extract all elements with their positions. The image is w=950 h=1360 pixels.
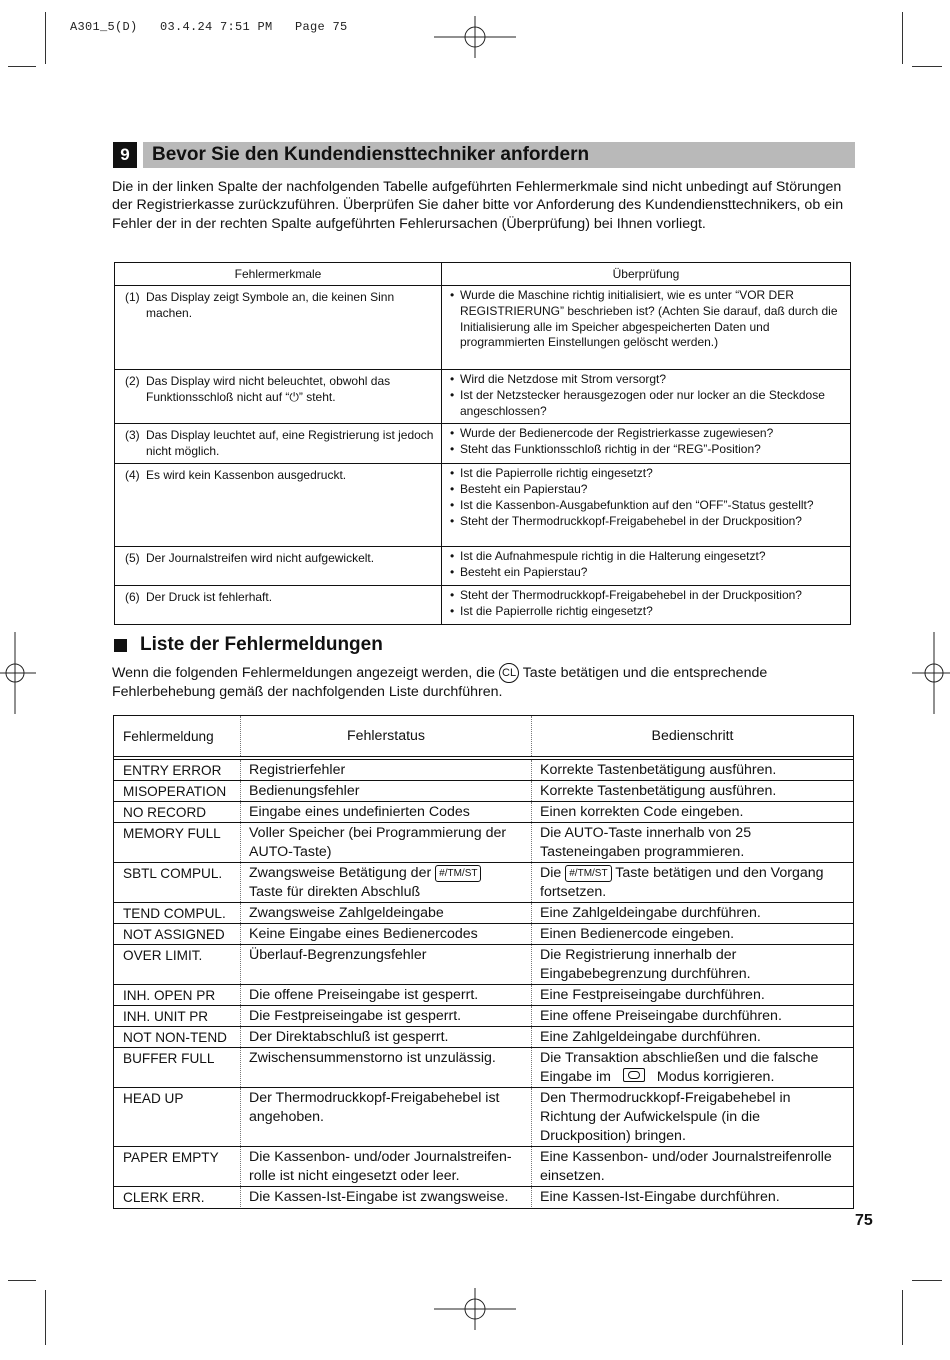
errors-paragraph: Wenn die folgenden Fehlermeldungen angezeigt werden, die CL Taste betätigen und die entsprechende Fehlerbehebung gemäß der nachfolgenden Liste durchführen. <box>112 664 768 701</box>
header-operation-step: Bedienschritt <box>532 716 854 758</box>
error-status: Der Thermodruckkopf-Freigabehebel ist angehoben. <box>241 1088 532 1147</box>
table-row <box>114 903 853 924</box>
subtotal-key-icon: #/TM/ST <box>565 865 611 882</box>
registration-mark-top <box>434 16 516 58</box>
symptom-number: (5) <box>125 551 140 566</box>
error-code: NOT NON-TEND <box>123 1030 227 1045</box>
action-text-pre: Die <box>540 865 562 881</box>
error-status: Die Kassen-Ist-Eingabe ist zwangsweise. <box>241 1187 532 1208</box>
check-item: • Ist die Papierrolle richtig eingesetzt? <box>450 466 653 481</box>
symptom-text: Der Journalstreifen wird nicht aufgewickelt. <box>146 551 375 566</box>
table-row <box>114 1187 853 1208</box>
section-number: 9 <box>113 142 137 168</box>
bullet-icon: • <box>450 372 455 386</box>
error-status: Keine Eingabe eines Bedienercodes <box>241 924 532 945</box>
header-error-status: Fehlerstatus <box>241 716 532 758</box>
status-text-pre: Zwangsweise Betätigung der <box>249 865 432 881</box>
check-item: • Besteht ein Papierstau? <box>450 565 588 580</box>
check-item: • Besteht ein Papierstau? <box>450 482 588 497</box>
void-mode-icon <box>623 1068 645 1082</box>
table-row <box>115 370 851 424</box>
symptom-text: Das Display zeigt Symbole an, die keinen Sinn machen. <box>146 290 395 320</box>
error-status: Zwangsweise Zahlgeldeingabe <box>241 903 532 924</box>
error-code: BUFFER FULL <box>123 1051 215 1066</box>
table-row <box>114 781 853 802</box>
check-item: • Wurde der Bedienercode der Registrierkasse zugewiesen? <box>450 426 774 441</box>
error-action: Korrekte Tastenbetätigung ausführen. <box>532 758 854 781</box>
troubleshooting-table <box>114 262 851 625</box>
error-action: Die Registrierung innerhalb der Eingabebegrenzung durchführen. <box>532 945 854 985</box>
check-item: • Steht der Thermodruckkopf-Freigabehebel in der Druckposition? <box>450 513 802 528</box>
table-row <box>115 585 851 624</box>
error-status: Überlauf-Begrenzungsfehler <box>241 945 532 985</box>
table-row <box>115 464 851 547</box>
error-code: MEMORY FULL <box>123 826 221 841</box>
header-error-message: Fehlermeldung <box>123 728 214 744</box>
error-status: Die Festpreiseingabe ist gesperrt. <box>241 1006 532 1027</box>
check-item: • Steht der Thermodruckkopf-Freigabehebel in der Druckposition? <box>450 587 802 602</box>
table-row <box>115 424 851 464</box>
error-action: Eine Kassen-Ist-Eingabe durchführen. <box>532 1187 854 1208</box>
symptom-number: (2) <box>125 374 140 388</box>
error-action: Eine Zahlgeldeingabe durchführen. <box>532 1027 854 1048</box>
error-status: Eingabe eines undefinierten Codes <box>241 802 532 823</box>
check-item: • Steht das Funktionsschloß richtig in der “REG”-Position? <box>450 442 761 457</box>
table-row <box>115 286 851 370</box>
error-code: INH. OPEN PR <box>123 988 216 1003</box>
table-row <box>114 1048 853 1088</box>
table-row <box>114 1147 853 1187</box>
error-action: Eine Festpreiseingabe durchführen. <box>532 985 854 1006</box>
error-status: Die offene Preiseingabe ist gesperrt. <box>241 985 532 1006</box>
action-text-pre: Die Transaktion abschließen und die falsche Eingabe im <box>540 1050 819 1085</box>
action-text-post: Modus korrigieren. <box>656 1069 775 1085</box>
error-action: Eine Zahlgeldeingabe durchführen. <box>532 903 854 924</box>
registration-mark-bottom <box>434 1288 516 1330</box>
error-code: INH. UNIT PR <box>123 1009 209 1024</box>
bullet-icon: • <box>450 513 455 528</box>
section-title: Bevor Sie den Kundendiensttechniker anfordern <box>152 144 590 165</box>
error-action: Die AUTO-Taste innerhalb von 25 Tasteneingaben programmieren. <box>532 823 854 863</box>
error-status: Zwischensummenstorno ist unzulässig. <box>241 1048 532 1088</box>
action-text-post: Taste betätigen und den Vorgang fortsetzen. <box>540 865 824 900</box>
error-status: Die Kassenbon- und/oder Journalstreifen-rolle ist nicht eingesetzt oder leer. <box>241 1147 532 1187</box>
error-status: Voller Speicher (bei Programmierung der AUTO-Taste) <box>241 823 532 863</box>
table-row <box>114 924 853 945</box>
symptom-number: (6) <box>125 589 140 604</box>
error-action: Einen korrekten Code eingeben. <box>532 802 854 823</box>
table-row <box>114 1027 853 1048</box>
check-item: • Ist die Aufnahmespule richtig in die Halterung eingesetzt? <box>450 549 766 564</box>
error-status: Der Direktabschluß ist gesperrt. <box>241 1027 532 1048</box>
bullet-icon: • <box>450 482 455 497</box>
intro-paragraph: Die in der linken Spalte der nachfolgenden Tabelle aufgeführten Fehlermerkmale sind nicht unbedingt auf Störungen der Registrierkasse zurückzuführen. Überprüfen Sie daher bitte vor Anforderung des Kundendiensttechnikers, ob ein Fehler der in der rechten Spalte aufgeführten Fehlerursachen (Überprüfung) bei Ihnen vorliegt. <box>112 179 844 232</box>
symptom-text: Das Display leuchtet auf, eine Registrierung ist jedoch nicht möglich. <box>146 428 434 458</box>
page-number: 75 <box>855 1212 873 1229</box>
error-code: TEND COMPUL. <box>123 906 226 921</box>
bullet-icon: • <box>450 466 455 481</box>
bullet-icon: • <box>450 603 455 618</box>
heading-square-icon <box>114 639 127 652</box>
header-checks: Überprüfung <box>442 263 851 286</box>
table-row <box>114 1006 853 1027</box>
status-text-post: Taste für direkten Abschluß <box>249 884 421 900</box>
error-status <box>241 863 532 903</box>
error-status: Bedienungsfehler <box>241 781 532 802</box>
table-row <box>114 758 853 781</box>
bullet-icon: • <box>450 587 455 602</box>
bullet-icon: • <box>450 387 455 402</box>
error-code: NOT ASSIGNED <box>123 927 225 942</box>
error-action <box>532 863 854 903</box>
check-item: • Ist die Kassenbon-Ausgabefunktion auf den “OFF”-Status gestellt? <box>450 497 814 512</box>
error-code: PAPER EMPTY <box>123 1150 219 1165</box>
errors-title: Liste der Fehlermeldungen <box>140 634 383 655</box>
error-action: Einen Bedienercode eingeben. <box>532 924 854 945</box>
error-code: SBTL COMPUL. <box>123 866 223 881</box>
bullet-icon: • <box>450 549 455 564</box>
error-status: Registrierfehler <box>241 758 532 781</box>
table-row <box>115 547 851 586</box>
subtotal-key-icon: #/TM/ST <box>435 865 481 882</box>
check-item: • Wird die Netzdose mit Strom versorgt? <box>450 372 667 386</box>
bullet-icon: • <box>450 565 455 580</box>
check-item: • Wurde die Maschine richtig initialisiert, wie es unter “VOR DER REGISTRIERUNG” beschrieben ist? (Achten Sie darauf, daß durch die Initialisierung alle im Speicher abgespeicherten Daten und programmierten Einstellungen gelöscht werden.) <box>450 288 838 350</box>
registration-mark-left <box>0 632 36 714</box>
cl-key-icon: CL <box>499 663 519 683</box>
table-row <box>114 985 853 1006</box>
symptom-text: Es wird kein Kassenbon ausgedruckt. <box>146 468 347 483</box>
print-slug: A301_5(D) 03.4.24 7:51 PM Page 75 <box>70 20 348 34</box>
check-item: • Ist der Netzstecker herausgezogen oder nur locker an die Steckdose angeschlossen? <box>450 387 825 418</box>
error-code: HEAD UP <box>123 1091 184 1106</box>
error-code: ENTRY ERROR <box>123 763 222 778</box>
error-action <box>532 1048 854 1088</box>
table-row <box>114 945 853 985</box>
table-row <box>114 863 853 903</box>
registration-mark-right <box>912 632 950 714</box>
header-symptoms: Fehlermerkmale <box>115 263 442 286</box>
error-code: NO RECORD <box>123 805 207 820</box>
table-row <box>114 823 853 863</box>
error-action: Den Thermodruckkopf-Freigabehebel in Richtung der Aufwickelspule (in die Druckposition) bringen. <box>532 1088 854 1147</box>
bullet-icon: • <box>450 288 455 302</box>
error-code: CLERK ERR. <box>123 1190 205 1205</box>
error-action: Eine Kassenbon- und/oder Journalstreifenrolle einsetzen. <box>532 1147 854 1187</box>
symptom-number: (1) <box>125 290 140 304</box>
symptom-text: Der Druck ist fehlerhaft. <box>146 589 273 604</box>
bullet-icon: • <box>450 426 455 441</box>
symptom-number: (3) <box>125 428 140 443</box>
check-item: • Ist die Papierrolle richtig eingesetzt? <box>450 603 653 618</box>
error-messages-table <box>113 715 854 1209</box>
symptom-number: (4) <box>125 468 140 483</box>
error-action: Eine offene Preiseingabe durchführen. <box>532 1006 854 1027</box>
table-row <box>114 1088 853 1147</box>
error-code: OVER LIMIT. <box>123 948 203 963</box>
bullet-icon: • <box>450 442 455 457</box>
error-code: MISOPERATION <box>123 784 227 799</box>
table-row <box>114 802 853 823</box>
symptom-text: Das Display wird nicht beleuchtet, obwohl das Funktionsschloß nicht auf “⏻” steht. <box>146 374 391 404</box>
bullet-icon: • <box>450 497 455 512</box>
error-action: Korrekte Tastenbetätigung ausführen. <box>532 781 854 802</box>
